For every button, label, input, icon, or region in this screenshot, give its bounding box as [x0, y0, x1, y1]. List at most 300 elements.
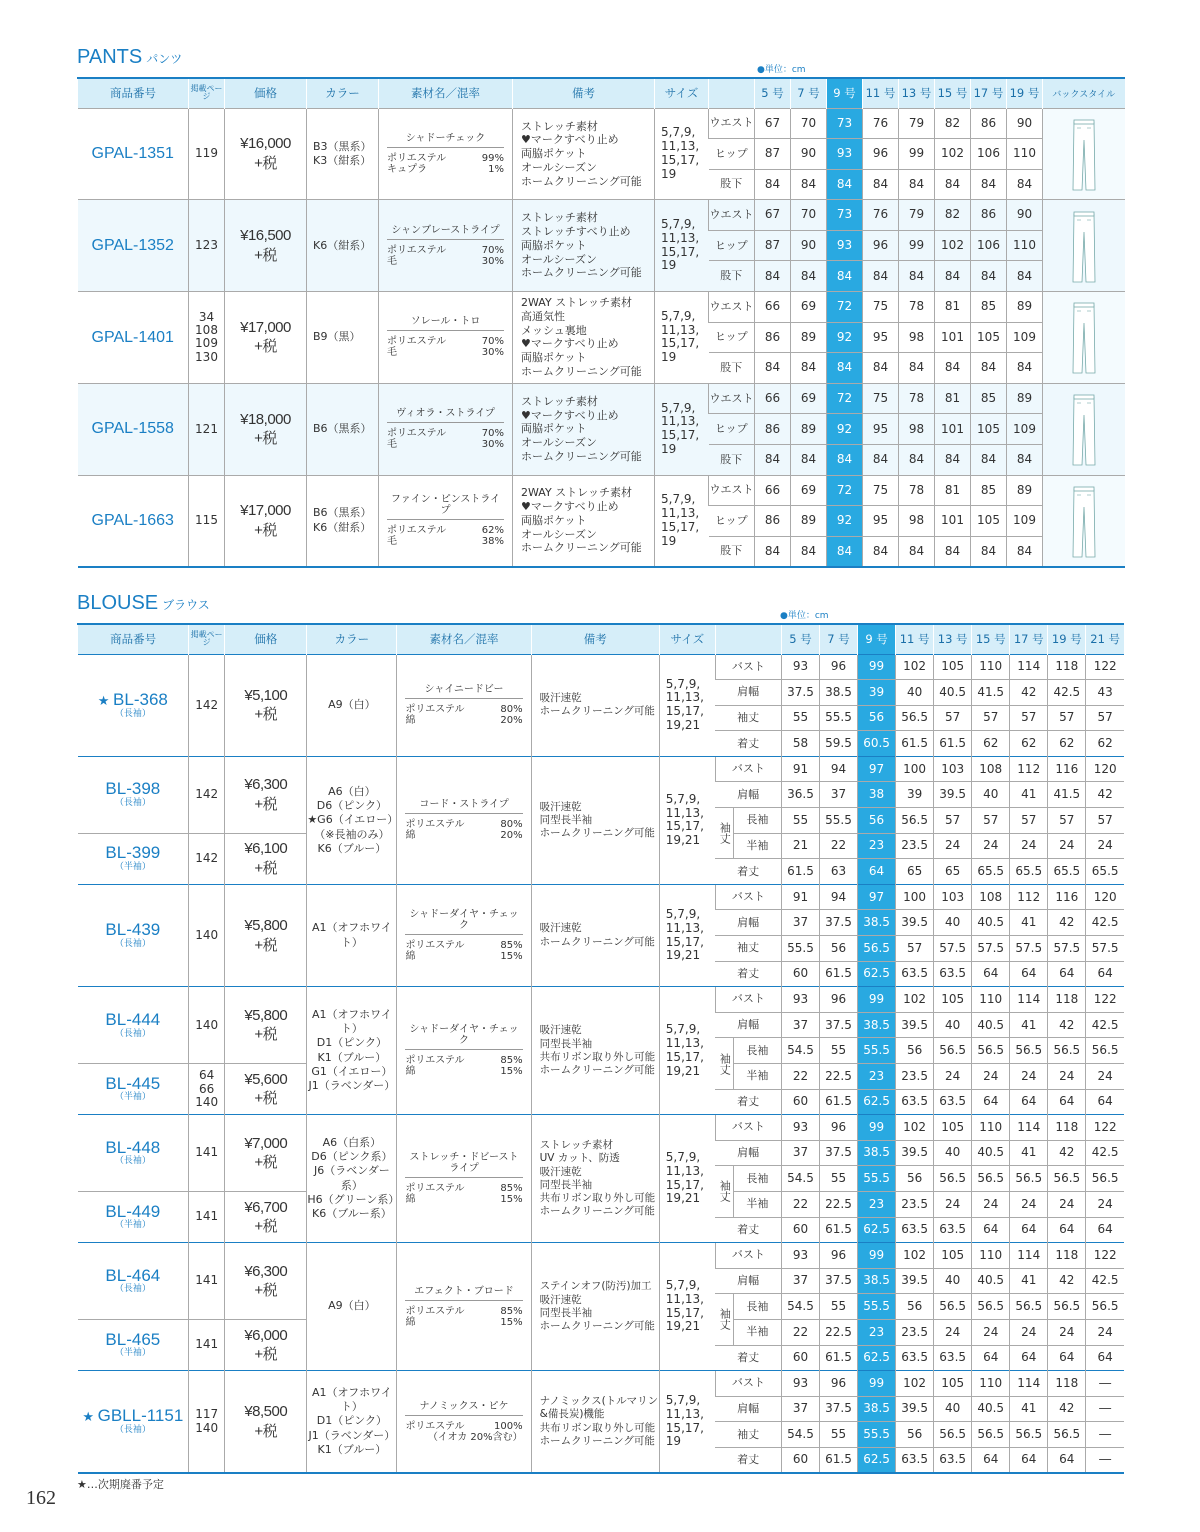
measure-value: 55 [820, 1038, 858, 1064]
notes-line: 吸汗速乾 [539, 1165, 582, 1178]
measure-value: 90 [791, 230, 827, 261]
measure-value: 24 [934, 1319, 972, 1345]
fiber: ポリエステル [405, 1420, 465, 1432]
color-list-line: A9（白） [328, 1299, 376, 1313]
measure-value: 84 [971, 445, 1007, 476]
size-line: 11,13, [665, 920, 704, 935]
percent: 100% [494, 1420, 523, 1432]
percent: 30% [481, 255, 504, 267]
measure-value: 95 [863, 506, 899, 537]
measure-value: 56.5 [972, 1294, 1010, 1320]
measure-value: 99 [858, 1115, 896, 1141]
size-range [659, 756, 715, 884]
measure-value: 37.5 [781, 680, 819, 706]
measure-value: 114 [1010, 987, 1048, 1013]
measure-value: 82 [935, 200, 971, 231]
measure-value: 84 [971, 261, 1007, 292]
measure-value: 122 [1086, 1243, 1124, 1269]
color-list [307, 1243, 397, 1371]
notes [531, 1115, 659, 1243]
blouse-size-header: 21 号 [1086, 624, 1124, 654]
tax-label: +税 [254, 154, 277, 172]
price-value: ¥7,000 [244, 1134, 288, 1152]
tax-label: +税 [254, 706, 278, 724]
composition-row [387, 439, 504, 450]
size-line: 19 [661, 533, 677, 548]
price [225, 292, 307, 384]
color-list-line: （※長袖のみ） [314, 827, 390, 841]
measure-value: 23.5 [896, 1191, 934, 1217]
measure-value: 102 [896, 654, 934, 680]
sleeve-type: （半袖） [114, 1348, 151, 1359]
measure-value: 110 [972, 987, 1010, 1013]
measure-value: 61.5 [781, 859, 819, 885]
measure-value: 55.5 [858, 1038, 896, 1064]
measure-value: 97 [858, 884, 896, 910]
notes [513, 475, 655, 567]
size-range [655, 292, 709, 384]
measure-value: 56.5 [972, 1422, 1010, 1448]
measure-value: 37 [781, 1012, 819, 1038]
measure-value: 87 [755, 230, 791, 261]
measure-value: 63.5 [896, 1447, 934, 1473]
price [225, 1191, 307, 1242]
measure-value: 84 [791, 261, 827, 292]
measure-value: 56 [820, 936, 858, 962]
measure-value: 109 [1007, 322, 1043, 353]
measure-value: 105 [934, 987, 972, 1013]
measure-value: 24 [1048, 1319, 1086, 1345]
notes-line: ストレッチ素材 [521, 394, 598, 408]
measure-value: 37 [781, 1268, 819, 1294]
notes-line: ホームクリーニング可能 [539, 705, 655, 718]
measure-label: ウエスト [709, 200, 755, 231]
measure-value: 57 [1010, 808, 1048, 834]
measure-value: 84 [827, 445, 863, 476]
material-name: ストレッチ・ドビーストライプ [405, 1152, 522, 1178]
size-line: 15,17, [665, 819, 704, 834]
size-line: 5,7,9, [661, 217, 696, 232]
measure-label: 着丈 [715, 1089, 781, 1115]
measure-value: 93 [781, 987, 819, 1013]
measure-value: 100 [896, 756, 934, 782]
measure-value: 84 [791, 353, 827, 384]
composition-row [405, 1432, 522, 1443]
measure-value: 39.5 [896, 1012, 934, 1038]
measure-value: 67 [755, 108, 791, 139]
measure-value: 63.5 [896, 1217, 934, 1243]
notes-line: オールシーズン [521, 436, 597, 450]
composition-row [387, 536, 504, 547]
notes-line: 吸汗速乾 [539, 922, 582, 935]
measure-value: 55.5 [820, 808, 858, 834]
size-line: 15,17, [665, 934, 704, 949]
blouse-size-header: 9 号 [858, 624, 896, 654]
measure-value: 84 [863, 261, 899, 292]
measure-value: 23 [858, 1319, 896, 1345]
measure-value: 105 [934, 654, 972, 680]
blouse-header: サイズ [659, 624, 715, 654]
blouse-header-blank [715, 624, 781, 654]
size-line: 19,21 [665, 1063, 701, 1078]
blouse-row [78, 1115, 1125, 1141]
pants-header-blank [709, 78, 755, 108]
fiber: 綿 [405, 951, 416, 963]
measure-value: 108 [972, 884, 1010, 910]
color-list [307, 1115, 400, 1243]
notes [513, 383, 655, 475]
measure-value: 73 [827, 200, 863, 231]
back-style-image [1043, 475, 1125, 567]
measure-value: 57 [934, 808, 972, 834]
measure-value: 118 [1048, 1115, 1086, 1141]
notes [513, 200, 655, 292]
measure-value: 40.5 [972, 910, 1010, 936]
price-value: ¥5,600 [244, 1070, 288, 1088]
size-range [655, 383, 709, 475]
composition-row [405, 1055, 522, 1066]
percent: 70% [481, 244, 504, 256]
measure-label: 肩幅 [715, 782, 781, 808]
product-code [78, 1064, 189, 1115]
color-list [307, 987, 397, 1115]
measure-value: 24 [1010, 833, 1048, 859]
size-line: 11,13, [665, 1291, 704, 1306]
measure-value: 118 [1048, 1371, 1086, 1397]
measure-value: 37 [781, 1140, 819, 1166]
material [397, 1371, 531, 1473]
measure-value: 41 [1010, 1012, 1048, 1038]
measure-value: 24 [1086, 1191, 1124, 1217]
measure-label: 肩幅 [715, 1012, 781, 1038]
measure-value: 38.5 [820, 680, 858, 706]
measure-value: 61.5 [820, 1345, 858, 1371]
measure-value: 112 [1010, 884, 1048, 910]
measure-value: 85 [971, 292, 1007, 323]
measure-value: 24 [1010, 1064, 1048, 1090]
fiber: ポリエステル [387, 336, 447, 348]
size-line: 11,13, [661, 230, 700, 245]
measure-value: 56.5 [972, 1166, 1010, 1192]
size-line: 19,21 [665, 948, 701, 963]
measure-value: 84 [1007, 536, 1043, 567]
product-code: GPAL-1351 [78, 108, 189, 200]
measure-value: 57 [1086, 808, 1124, 834]
measure-value: 41 [1010, 782, 1048, 808]
size-line: 5,7,9, [661, 400, 696, 415]
measure-value: 84 [755, 445, 791, 476]
notes-line: オールシーズン [521, 160, 597, 174]
pants-size-header: 7 号 [791, 78, 827, 108]
measure-value: 114 [1010, 654, 1048, 680]
percent: 30% [481, 439, 504, 451]
measure-label: 着丈 [715, 1447, 781, 1473]
product-code-text: BL-445 [105, 1073, 161, 1093]
measure-value: 41 [1010, 1268, 1048, 1294]
fiber: 毛 [387, 439, 397, 451]
measure-value: 69 [791, 383, 827, 414]
measure-value: 40.5 [972, 1140, 1010, 1166]
product-code [78, 1319, 189, 1370]
pants-title [77, 46, 182, 69]
measure-value: 76 [863, 108, 899, 139]
measure-value: 40 [972, 782, 1010, 808]
measure-value: 37.5 [820, 910, 858, 936]
measure-value: 102 [896, 987, 934, 1013]
measure-value: 93 [781, 1115, 819, 1141]
measure-label: ヒップ [709, 139, 755, 170]
measure-label: 股下 [709, 261, 755, 292]
catalog-page [189, 292, 225, 384]
measure-value: 43 [1086, 680, 1124, 706]
price [225, 987, 307, 1064]
title-jp: ブラウス [162, 598, 210, 612]
measure-value: 61.5 [820, 1089, 858, 1115]
measure-value: 89 [1007, 475, 1043, 506]
notes-line: ホームクリーニング可能 [521, 266, 642, 280]
composition-row [405, 1183, 522, 1194]
measure-value: 122 [1086, 987, 1124, 1013]
fiber: ポリエステル [405, 704, 465, 716]
price [225, 1319, 307, 1370]
color-list-line: B6（黒系） [313, 506, 372, 520]
measure-value: 95 [863, 322, 899, 353]
color-list-line: H6（グリーン系） [307, 1192, 400, 1206]
size-range [659, 654, 715, 756]
measure-value: 38 [858, 782, 896, 808]
size-line: 19 [661, 166, 677, 181]
tax-label: +税 [254, 1218, 278, 1236]
size-line: 19,21 [665, 1319, 701, 1334]
measure-value: 54.5 [781, 1422, 819, 1448]
measure-value: 72 [827, 292, 863, 323]
back-style-image [1043, 292, 1125, 384]
blouse-size-header: 15 号 [972, 624, 1010, 654]
product-code-line [78, 691, 189, 710]
measure-value: 69 [791, 292, 827, 323]
notes-line: ホームクリーニング可能 [539, 1204, 655, 1217]
color-list [307, 1371, 397, 1473]
measure-value: 84 [755, 169, 791, 200]
measure-value: ― [1086, 1371, 1124, 1397]
measure-value: 110 [972, 654, 1010, 680]
percent: 70% [481, 336, 504, 348]
pants-header: カラー [307, 78, 379, 108]
notes-line: ストレッチ素材 [539, 1139, 614, 1152]
page-line: 34 [198, 310, 215, 325]
measure-value: 86 [755, 414, 791, 445]
size-line: 15,17, [661, 428, 700, 443]
blouse-header: 素材名／混率 [397, 624, 531, 654]
sleeve-type: （長袖） [114, 938, 151, 949]
measure-value: 55.5 [858, 1422, 896, 1448]
product-code-text: BL-398 [105, 779, 161, 799]
percent: 99% [481, 152, 504, 164]
measure-value: 65.5 [1010, 859, 1048, 885]
tax-label: +税 [254, 859, 278, 877]
blouse-row [78, 1243, 1125, 1269]
size-range [655, 108, 709, 200]
measure-value: 24 [934, 1191, 972, 1217]
measure-value: 91 [781, 884, 819, 910]
price [225, 1064, 307, 1115]
notes-line: 吸汗速乾 [539, 1024, 582, 1037]
composition-row [405, 1317, 522, 1328]
product-code [78, 1191, 189, 1242]
measure-value: 39 [896, 782, 934, 808]
measure-value: 42.5 [1086, 1140, 1124, 1166]
measure-value: 84 [971, 353, 1007, 384]
title-en: BLOUSE [77, 592, 159, 614]
size-line: 11,13, [661, 505, 700, 520]
material-name: ファイン・ピンストライプ [387, 494, 504, 520]
price [225, 756, 307, 833]
material [379, 108, 513, 200]
percent: 85% [500, 1305, 523, 1317]
material-name: シャドーダイヤ・チェック [405, 1024, 522, 1050]
size-line: 19 [661, 442, 677, 457]
measure-value: 96 [820, 1243, 858, 1269]
measure-value: 22 [781, 1191, 819, 1217]
measure-value: 64 [1048, 961, 1086, 987]
measure-value: 22 [781, 1319, 819, 1345]
product-code [78, 1115, 189, 1192]
measure-value: 84 [755, 261, 791, 292]
measure-value: 57.5 [934, 936, 972, 962]
measure-value: 56.5 [1010, 1422, 1048, 1448]
composition-row [405, 1421, 522, 1432]
page-line: 119 [195, 146, 218, 161]
measure-value: 84 [827, 169, 863, 200]
notes [513, 292, 655, 384]
measure-value: 62.5 [858, 1217, 896, 1243]
size-range [659, 1371, 715, 1473]
measure-value: 75 [863, 475, 899, 506]
price [225, 884, 307, 986]
measure-value: 56 [858, 705, 896, 731]
measure-value: 69 [791, 475, 827, 506]
measure-value: 57 [972, 808, 1010, 834]
measure-value: 93 [781, 1371, 819, 1397]
measure-value: 64 [1010, 1345, 1048, 1371]
measure-value: 42.5 [1086, 910, 1124, 936]
page-number: 162 [26, 1487, 56, 1509]
measure-value: 67 [755, 200, 791, 231]
catalog-page [189, 1115, 225, 1192]
product-code: GPAL-1663 [78, 475, 189, 567]
measure-value: 39.5 [934, 782, 972, 808]
measure-value: 57.5 [1086, 936, 1124, 962]
percent: 70% [481, 428, 504, 440]
catalog-page [189, 1064, 225, 1115]
color-list-line: K3（紺系） [313, 153, 372, 167]
measure-label: ヒップ [709, 230, 755, 261]
measure-value: 37.5 [820, 1268, 858, 1294]
notes-line: ストレッチ素材 [521, 211, 598, 225]
percent: 62% [481, 525, 504, 537]
measure-value: 84 [971, 536, 1007, 567]
measure-value: 24 [972, 1064, 1010, 1090]
tax-label: +税 [254, 246, 277, 264]
measure-value: 23.5 [896, 833, 934, 859]
catalog-page [189, 654, 225, 756]
measure-value: 60 [781, 961, 819, 987]
measure-value: 84 [755, 353, 791, 384]
price [225, 654, 307, 756]
product-code-text: BL-439 [105, 920, 161, 940]
measure-value: 84 [827, 261, 863, 292]
measure-value: 56.5 [1010, 1166, 1048, 1192]
catalog-page [189, 1243, 225, 1320]
measure-value: 62 [1010, 731, 1048, 757]
measure-value: 84 [899, 353, 935, 384]
notes-line: オールシーズン [521, 252, 597, 266]
composition-row [387, 347, 504, 358]
color-list-line: A1（オフホワイト） [311, 1385, 392, 1414]
size-line: 5,7,9, [661, 308, 696, 323]
size-line: 5,7,9, [665, 676, 701, 691]
measure-value: 54.5 [781, 1166, 819, 1192]
price-value: ¥5,800 [244, 917, 288, 935]
notes-line: 両脇ポケット [521, 422, 587, 436]
sleeve-type: （長袖） [114, 1028, 151, 1039]
measure-value: ― [1086, 1422, 1124, 1448]
page-line: 140 [195, 1420, 219, 1435]
measure-value: 60.5 [858, 731, 896, 757]
back-style-image [1043, 383, 1125, 475]
measure-value: 78 [899, 475, 935, 506]
product-code-line [78, 1203, 189, 1222]
composition-row [387, 245, 504, 256]
measure-value: 66 [755, 292, 791, 323]
measure-label: 長袖 [733, 1038, 781, 1064]
size-line: 5,7,9, [665, 906, 701, 921]
notes-line: 吸汗速乾 [539, 1293, 582, 1306]
measure-value: ― [1086, 1447, 1124, 1473]
notes-line: ナノミックス(トルマリン&備長炭)機能 [539, 1395, 659, 1421]
measure-label: 半袖 [733, 1064, 781, 1090]
page-line: 64 [199, 1068, 215, 1083]
measure-value: 101 [935, 414, 971, 445]
measure-label: ヒップ [709, 414, 755, 445]
blouse-table [77, 623, 1124, 1474]
blouse-header: 価格 [225, 624, 307, 654]
color-list-line: A1（オフホワイト） [311, 921, 392, 949]
color-list-line: A6（白系） [322, 1135, 382, 1149]
notes [531, 1371, 659, 1473]
measure-value: 55.5 [858, 1294, 896, 1320]
price [225, 1115, 307, 1192]
color-list [307, 292, 379, 384]
measure-value: 84 [899, 169, 935, 200]
measure-value: 58 [781, 731, 819, 757]
measure-value: 110 [972, 1115, 1010, 1141]
price [225, 383, 307, 475]
measure-value: 92 [827, 506, 863, 537]
price-value: ¥18,000 [240, 410, 291, 428]
measure-value: 86 [755, 506, 791, 537]
measure-value: 61.5 [820, 1217, 858, 1243]
measure-value: 41 [1010, 1396, 1048, 1422]
measure-value: 112 [1010, 756, 1048, 782]
measure-value: 98 [899, 322, 935, 353]
measure-value: 24 [1086, 833, 1124, 859]
product-code [78, 884, 189, 986]
material-name: シャドーチェック [387, 133, 504, 148]
measure-value: 65.5 [1086, 859, 1124, 885]
measure-value: 98 [899, 506, 935, 537]
measure-value: 76 [863, 200, 899, 231]
